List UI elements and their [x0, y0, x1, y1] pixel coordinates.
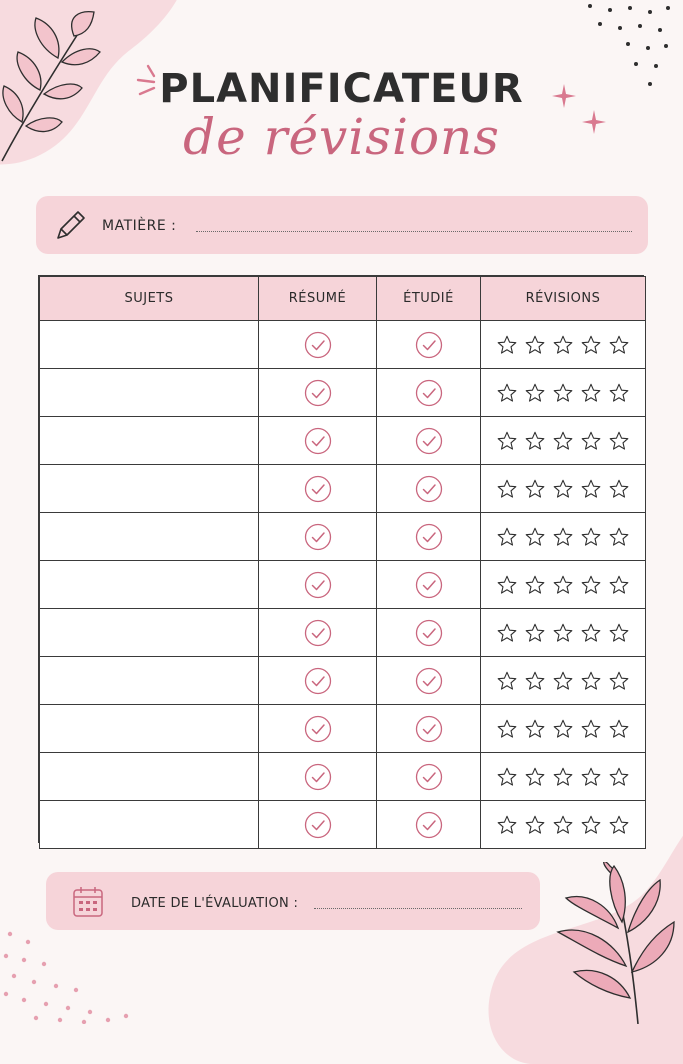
star-rating-icon[interactable]: [608, 334, 630, 356]
table-row: [40, 801, 646, 849]
star-rating-icon[interactable]: [580, 334, 602, 356]
revision-stars-cell: [481, 801, 646, 849]
evaluation-date-input-line[interactable]: [314, 908, 522, 909]
studied-check-icon[interactable]: [415, 427, 443, 455]
summary-check-cell: [259, 417, 377, 465]
star-rating: [481, 334, 645, 356]
studied-check-icon[interactable]: [415, 619, 443, 647]
star-rating-icon[interactable]: [496, 814, 518, 836]
star-rating-icon[interactable]: [552, 430, 574, 452]
subject-cell[interactable]: [40, 801, 259, 849]
studied-check-cell: [377, 705, 481, 753]
studied-check-cell: [377, 417, 481, 465]
subject-cell[interactable]: [40, 609, 259, 657]
star-rating-icon[interactable]: [524, 814, 546, 836]
star-rating-icon[interactable]: [524, 766, 546, 788]
star-rating-icon[interactable]: [580, 574, 602, 596]
summary-check-cell: [259, 705, 377, 753]
studied-check-icon[interactable]: [415, 811, 443, 839]
studied-check-icon[interactable]: [415, 475, 443, 503]
revision-stars-cell: [481, 369, 646, 417]
star-rating-icon[interactable]: [608, 814, 630, 836]
summary-check-cell: [259, 801, 377, 849]
summary-check-icon[interactable]: [304, 427, 332, 455]
summary-check-cell: [259, 561, 377, 609]
star-rating-icon[interactable]: [524, 478, 546, 500]
table-row: [40, 753, 646, 801]
star-rating-icon[interactable]: [580, 814, 602, 836]
star-rating: [481, 766, 645, 788]
studied-check-cell: [377, 465, 481, 513]
summary-check-icon[interactable]: [304, 763, 332, 791]
page-subtitle: de révisions: [183, 108, 500, 166]
table-row: [40, 417, 646, 465]
star-rating-icon[interactable]: [496, 430, 518, 452]
star-rating-icon[interactable]: [552, 622, 574, 644]
revision-stars-cell: [481, 513, 646, 561]
star-rating-icon[interactable]: [580, 430, 602, 452]
star-rating-icon[interactable]: [524, 718, 546, 740]
subject-cell[interactable]: [40, 369, 259, 417]
star-rating-icon[interactable]: [552, 334, 574, 356]
studied-check-icon[interactable]: [415, 571, 443, 599]
column-header-summary: RÉSUMÉ: [259, 277, 377, 321]
star-rating-icon[interactable]: [608, 622, 630, 644]
table-row: [40, 561, 646, 609]
studied-check-icon[interactable]: [415, 523, 443, 551]
summary-check-icon[interactable]: [304, 811, 332, 839]
revision-stars-cell: [481, 321, 646, 369]
page-title: PLANIFICATEUR: [159, 66, 524, 112]
column-header-revisions: RÉVISIONS: [481, 277, 646, 321]
studied-check-cell: [377, 609, 481, 657]
summary-check-cell: [259, 657, 377, 705]
star-rating-icon[interactable]: [496, 574, 518, 596]
subject-input-line[interactable]: [196, 231, 632, 232]
studied-check-icon[interactable]: [415, 715, 443, 743]
summary-check-cell: [259, 753, 377, 801]
star-rating-icon[interactable]: [608, 574, 630, 596]
summary-check-icon[interactable]: [304, 475, 332, 503]
star-rating-icon[interactable]: [580, 766, 602, 788]
subject-cell[interactable]: [40, 513, 259, 561]
star-rating-icon[interactable]: [524, 382, 546, 404]
star-rating-icon[interactable]: [552, 382, 574, 404]
revision-stars-cell: [481, 465, 646, 513]
subject-cell[interactable]: [40, 561, 259, 609]
star-rating: [481, 814, 645, 836]
star-rating-icon[interactable]: [524, 334, 546, 356]
star-rating-icon[interactable]: [552, 670, 574, 692]
summary-check-cell: [259, 513, 377, 561]
table-row: [40, 609, 646, 657]
revision-stars-cell: [481, 561, 646, 609]
revision-stars-cell: [481, 609, 646, 657]
star-rating-icon[interactable]: [496, 334, 518, 356]
subject-cell[interactable]: [40, 657, 259, 705]
star-rating: [481, 382, 645, 404]
star-rating-icon[interactable]: [580, 478, 602, 500]
star-rating-icon[interactable]: [524, 430, 546, 452]
table-body: [40, 321, 646, 849]
summary-check-icon[interactable]: [304, 523, 332, 551]
star-rating-icon[interactable]: [496, 382, 518, 404]
table-row: [40, 465, 646, 513]
star-rating-icon[interactable]: [580, 382, 602, 404]
star-rating: [481, 478, 645, 500]
table-row: [40, 513, 646, 561]
subject-cell[interactable]: [40, 321, 259, 369]
table-row: [40, 369, 646, 417]
star-rating: [481, 670, 645, 692]
revision-stars-cell: [481, 417, 646, 465]
studied-check-cell: [377, 321, 481, 369]
table-row: [40, 705, 646, 753]
subject-cell[interactable]: [40, 417, 259, 465]
studied-check-cell: [377, 369, 481, 417]
star-rating-icon[interactable]: [608, 670, 630, 692]
subject-cell[interactable]: [40, 753, 259, 801]
studied-check-icon[interactable]: [415, 667, 443, 695]
star-rating-icon[interactable]: [524, 670, 546, 692]
subject-label: MATIÈRE :: [102, 218, 177, 234]
studied-check-icon[interactable]: [415, 763, 443, 791]
star-rating-icon[interactable]: [496, 718, 518, 740]
star-rating: [481, 718, 645, 740]
star-rating-icon[interactable]: [552, 526, 574, 548]
star-rating-icon[interactable]: [608, 430, 630, 452]
star-rating-icon[interactable]: [608, 718, 630, 740]
star-rating-icon[interactable]: [496, 670, 518, 692]
star-rating-icon[interactable]: [580, 718, 602, 740]
star-rating-icon[interactable]: [580, 622, 602, 644]
summary-check-icon[interactable]: [304, 619, 332, 647]
star-rating-icon[interactable]: [580, 526, 602, 548]
studied-check-cell: [377, 657, 481, 705]
table-row: [40, 321, 646, 369]
studied-check-icon[interactable]: [415, 379, 443, 407]
revision-stars-cell: [481, 705, 646, 753]
summary-check-icon[interactable]: [304, 667, 332, 695]
revision-stars-cell: [481, 657, 646, 705]
star-rating-icon[interactable]: [580, 670, 602, 692]
studied-check-cell: [377, 753, 481, 801]
star-rating-icon[interactable]: [608, 526, 630, 548]
star-rating: [481, 526, 645, 548]
star-rating-icon[interactable]: [496, 526, 518, 548]
summary-check-cell: [259, 321, 377, 369]
star-rating-icon[interactable]: [524, 622, 546, 644]
summary-check-cell: [259, 609, 377, 657]
star-rating-icon[interactable]: [496, 622, 518, 644]
star-rating-icon[interactable]: [496, 478, 518, 500]
star-rating-icon[interactable]: [608, 382, 630, 404]
star-rating: [481, 574, 645, 596]
star-rating: [481, 622, 645, 644]
star-rating-icon[interactable]: [552, 574, 574, 596]
calendar-icon: [70, 884, 106, 920]
revision-stars-cell: [481, 753, 646, 801]
star-rating-icon[interactable]: [552, 478, 574, 500]
star-rating-icon[interactable]: [552, 718, 574, 740]
table-header-row: [40, 277, 646, 321]
star-rating-icon[interactable]: [608, 478, 630, 500]
summary-check-icon[interactable]: [304, 331, 332, 359]
star-rating-icon[interactable]: [524, 574, 546, 596]
summary-check-cell: [259, 465, 377, 513]
column-header-studied: ÉTUDIÉ: [377, 277, 481, 321]
star-rating-icon[interactable]: [552, 766, 574, 788]
studied-check-cell: [377, 513, 481, 561]
column-header-subjects: SUJETS: [40, 277, 259, 321]
summary-check-icon[interactable]: [304, 715, 332, 743]
summary-check-cell: [259, 369, 377, 417]
decorative-dots-pink: [0, 928, 150, 1024]
pencil-icon: [52, 206, 90, 244]
evaluation-date-label: DATE DE L'ÉVALUATION :: [131, 896, 299, 911]
star-rating-icon[interactable]: [496, 766, 518, 788]
summary-check-icon[interactable]: [304, 571, 332, 599]
subject-cell[interactable]: [40, 705, 259, 753]
star-rating: [481, 430, 645, 452]
star-rating-icon[interactable]: [608, 766, 630, 788]
star-rating-icon[interactable]: [552, 814, 574, 836]
table-row: [40, 657, 646, 705]
studied-check-cell: [377, 801, 481, 849]
summary-check-icon[interactable]: [304, 379, 332, 407]
subject-cell[interactable]: [40, 465, 259, 513]
star-rating-icon[interactable]: [524, 526, 546, 548]
studied-check-cell: [377, 561, 481, 609]
revision-table: [38, 275, 644, 843]
leaf-branch-illustration-bottom: [548, 862, 678, 1024]
studied-check-icon[interactable]: [415, 331, 443, 359]
